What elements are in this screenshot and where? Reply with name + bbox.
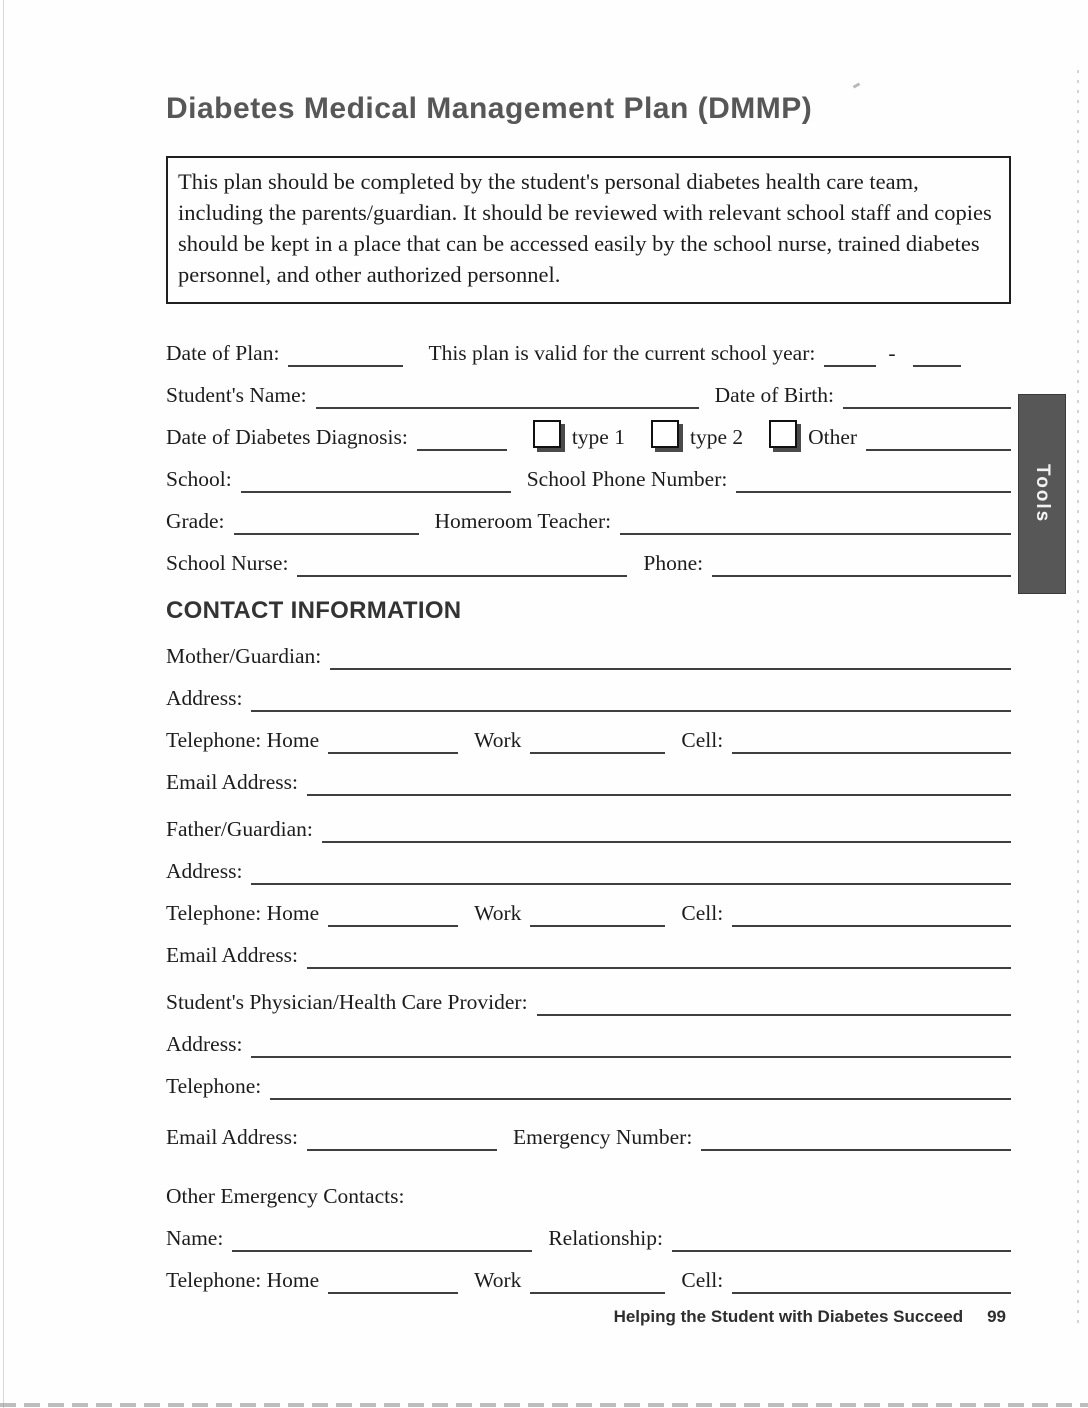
mother-email-label: Email Address: xyxy=(166,770,298,794)
row-mother-address xyxy=(166,683,1011,712)
mother-address-label: Address: xyxy=(166,686,243,710)
physician-email-label: Email Address: xyxy=(166,1125,298,1149)
school-nurse-field[interactable] xyxy=(297,550,627,577)
footer-text: Helping the Student with Diabetes Succeed xyxy=(613,1307,964,1326)
row-physician-email xyxy=(166,1122,1011,1151)
valid-school-year-label: This plan is valid for the current school year: xyxy=(428,341,816,365)
father-guardian-field[interactable] xyxy=(322,816,1011,843)
row-physician-address xyxy=(166,1029,1011,1058)
father-guardian-label: Father/Guardian: xyxy=(166,817,313,841)
row-father-telephone xyxy=(166,898,1011,927)
page-title: Diabetes Medical Management Plan (DMMP) xyxy=(166,92,813,125)
form-area xyxy=(166,338,1011,1294)
nurse-phone-field[interactable] xyxy=(712,550,1011,577)
row-student-name xyxy=(166,380,1011,409)
form-content xyxy=(166,0,1011,1307)
mother-home-phone-field[interactable] xyxy=(328,727,458,754)
school-nurse-label: School Nurse: xyxy=(166,551,289,575)
father-address-field[interactable] xyxy=(251,858,1011,885)
physician-telephone-field[interactable] xyxy=(270,1073,1011,1100)
row-father-email xyxy=(166,940,1011,969)
date-of-birth-field[interactable] xyxy=(843,382,1011,409)
father-address-label: Address: xyxy=(166,859,243,883)
students-name-field[interactable] xyxy=(316,382,699,409)
emergency-work-phone-field[interactable] xyxy=(530,1267,665,1294)
father-home-phone-field[interactable] xyxy=(328,900,458,927)
row-father-guardian xyxy=(166,814,1011,843)
row-diagnosis xyxy=(166,422,1011,451)
school-year-end-field[interactable] xyxy=(913,340,961,367)
grade-field[interactable] xyxy=(234,508,419,535)
row-mother-guardian xyxy=(166,641,1011,670)
row-physician-telephone xyxy=(166,1071,1011,1100)
tools-tab xyxy=(1018,394,1066,594)
physician-address-field[interactable] xyxy=(251,1031,1011,1058)
father-telephone-home-label: Telephone: Home xyxy=(166,901,320,925)
emergency-number-field[interactable] xyxy=(701,1124,1011,1151)
emergency-cell-phone-field[interactable] xyxy=(732,1267,1011,1294)
row-school-nurse xyxy=(166,548,1011,577)
row-emergency-name xyxy=(166,1223,1011,1252)
emergency-name-field[interactable] xyxy=(232,1225,532,1252)
father-cell-phone-field[interactable] xyxy=(732,900,1011,927)
father-work-phone-field[interactable] xyxy=(530,900,665,927)
emergency-work-label: Work xyxy=(474,1268,522,1292)
page-footer xyxy=(614,1307,1006,1327)
mother-address-field[interactable] xyxy=(251,685,1011,712)
mother-work-phone-field[interactable] xyxy=(530,727,665,754)
other-emergency-contacts-heading xyxy=(166,1181,1011,1210)
father-work-label: Work xyxy=(474,901,522,925)
other-type-checkbox[interactable] xyxy=(769,420,797,448)
students-name-label: Student's Name: xyxy=(166,383,307,407)
date-of-plan-label: Date of Plan: xyxy=(166,341,280,365)
row-father-address xyxy=(166,856,1011,885)
father-email-label: Email Address: xyxy=(166,943,298,967)
row-physician xyxy=(166,987,1011,1016)
emergency-name-label: Name: xyxy=(166,1226,224,1250)
type-1-label: type 1 xyxy=(571,425,625,449)
physician-address-label: Address: xyxy=(166,1032,243,1056)
relationship-field[interactable] xyxy=(672,1225,1011,1252)
school-label: School: xyxy=(166,467,232,491)
school-year-start-field[interactable] xyxy=(824,340,876,367)
relationship-label: Relationship: xyxy=(548,1226,663,1250)
other-type-field[interactable] xyxy=(866,424,1011,451)
school-phone-label: School Phone Number: xyxy=(526,467,728,491)
row-mother-telephone xyxy=(166,725,1011,754)
emergency-number-label: Emergency Number: xyxy=(512,1125,693,1149)
type-2-label: type 2 xyxy=(689,425,744,449)
page-number: 99 xyxy=(987,1307,1006,1326)
row-emergency-telephone xyxy=(166,1265,1011,1294)
grade-label: Grade: xyxy=(166,509,225,533)
date-of-plan-field[interactable] xyxy=(288,340,403,367)
contact-information-heading: CONTACT INFORMATION xyxy=(166,597,462,624)
scan-edge-bottom xyxy=(0,1403,1088,1407)
physician-telephone-label: Telephone: xyxy=(166,1074,262,1098)
row-mother-email xyxy=(166,767,1011,796)
physician-field[interactable] xyxy=(537,989,1011,1016)
physician-label: Student's Physician/Health Care Provider: xyxy=(166,990,528,1014)
physician-email-field[interactable] xyxy=(307,1124,497,1151)
mother-email-field[interactable] xyxy=(307,769,1011,796)
row-date-of-plan xyxy=(166,338,1011,367)
scan-edge-left xyxy=(3,0,4,1408)
tools-tab-label: Tools xyxy=(1032,464,1053,524)
mother-guardian-field[interactable] xyxy=(330,643,1011,670)
scan-edge-right xyxy=(1077,70,1079,1328)
mother-guardian-label: Mother/Guardian: xyxy=(166,644,322,668)
date-of-diagnosis-field[interactable] xyxy=(417,424,507,451)
mother-cell-label: Cell: xyxy=(681,728,724,752)
date-of-diagnosis-label: Date of Diabetes Diagnosis: xyxy=(166,425,408,449)
mother-cell-phone-field[interactable] xyxy=(732,727,1011,754)
school-field[interactable] xyxy=(241,466,511,493)
date-of-birth-label: Date of Birth: xyxy=(714,383,834,407)
father-email-field[interactable] xyxy=(307,942,1011,969)
type-2-checkbox[interactable] xyxy=(651,420,679,448)
homeroom-teacher-label: Homeroom Teacher: xyxy=(434,509,612,533)
school-year-dash: - xyxy=(888,341,896,365)
emergency-telephone-home-label: Telephone: Home xyxy=(166,1268,320,1292)
other-type-label: Other xyxy=(808,425,858,449)
mother-work-label: Work xyxy=(474,728,522,752)
nurse-phone-label: Phone: xyxy=(643,551,704,575)
emergency-cell-label: Cell: xyxy=(681,1268,724,1292)
row-grade xyxy=(166,506,1011,535)
emergency-home-phone-field[interactable] xyxy=(328,1267,458,1294)
intro-box xyxy=(166,156,1011,304)
homeroom-teacher-field[interactable] xyxy=(620,508,1011,535)
other-emergency-contacts-label: Other Emergency Contacts: xyxy=(166,1184,405,1208)
mother-telephone-home-label: Telephone: Home xyxy=(166,728,320,752)
school-phone-field[interactable] xyxy=(736,466,1011,493)
father-cell-label: Cell: xyxy=(681,901,724,925)
intro-text: This plan should be completed by the student's personal diabetes health care team, including the parents/guardian. It should be reviewed with relevant school staff and copies should be kept in a place that can be accessed easily by the school nurse, trained diabetes personnel, and other authorized personnel. xyxy=(178,169,992,287)
type-1-checkbox[interactable] xyxy=(533,420,561,448)
row-school xyxy=(166,464,1011,493)
